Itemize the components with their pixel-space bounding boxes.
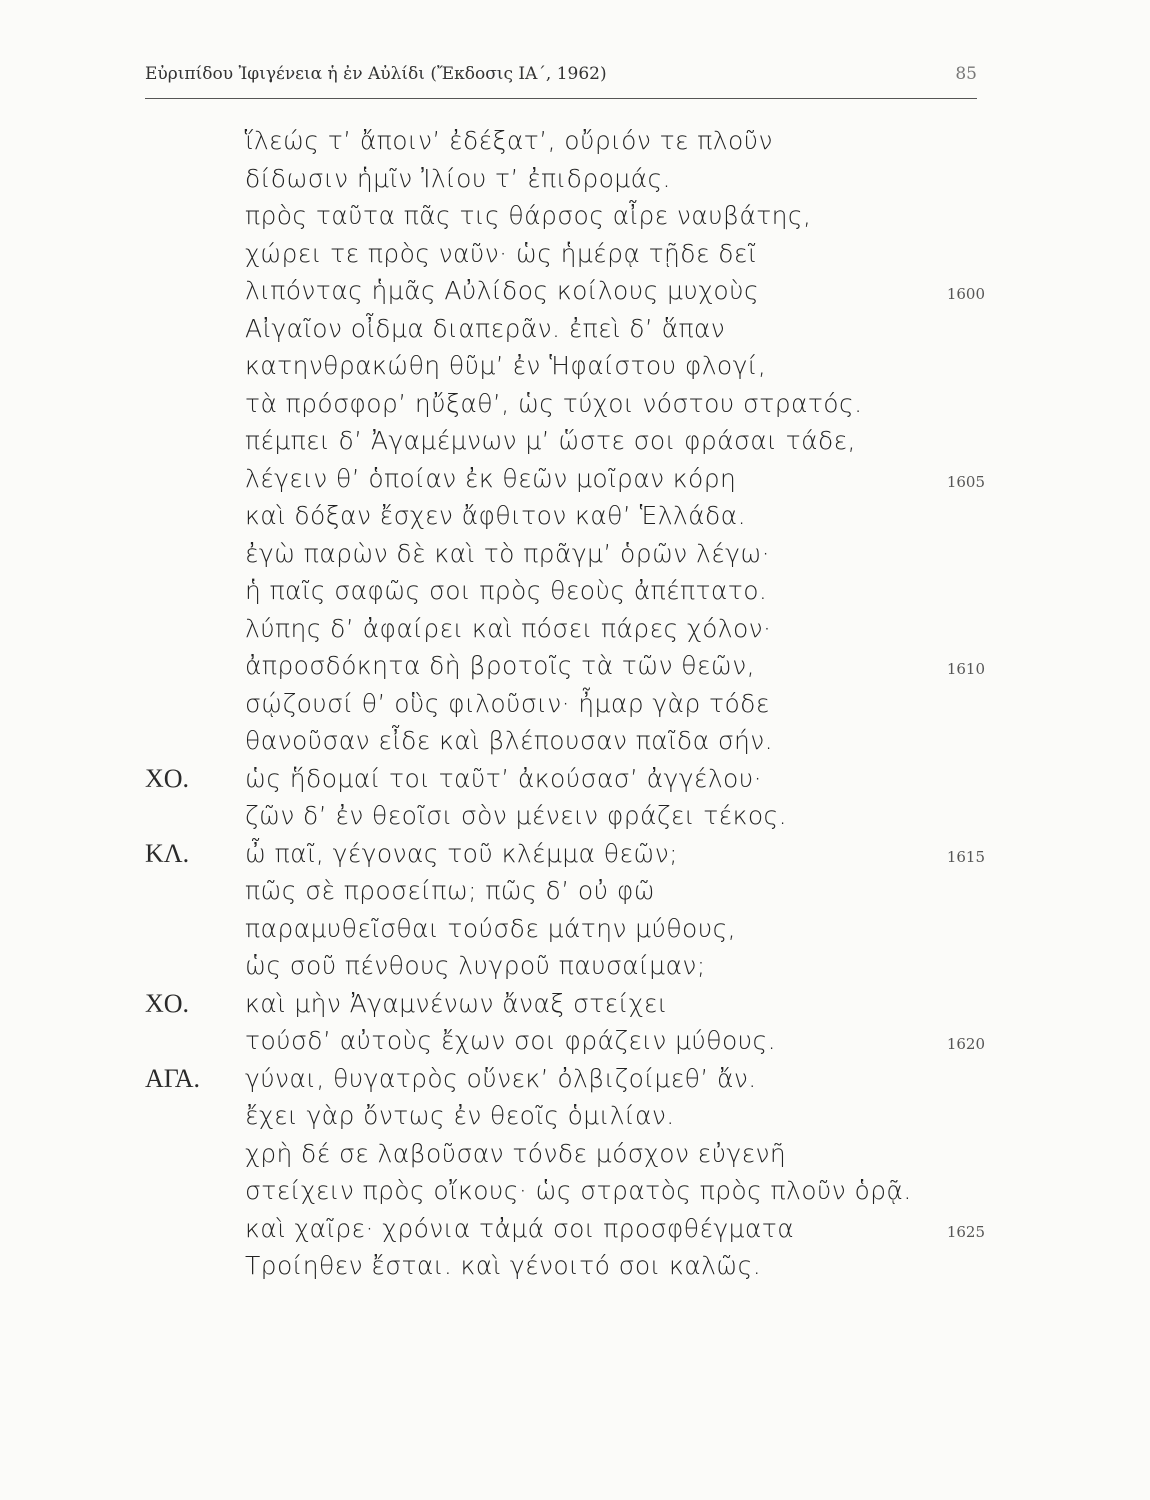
verse-line bbox=[145, 1060, 985, 1098]
verse-line bbox=[145, 797, 985, 835]
verse-text-line: γύναι, θυγατρὸς οὕνεκ’ ὀλβιζοίμεθ’ ἄν. bbox=[245, 1063, 757, 1093]
line-number: 1625 bbox=[946, 1222, 985, 1241]
verse-text-line: λέγειν θ’ ὁποίαν ἐκ θεῶν μοῖραν κόρη bbox=[245, 463, 737, 493]
page-number: 85 bbox=[955, 64, 977, 84]
speaker-label: ΧΟ. bbox=[145, 763, 190, 793]
verse-line bbox=[145, 347, 985, 385]
verse-text-line: χρὴ δέ σε λαβοῦσαν τόνδε μόσχον εὐγενῆ bbox=[245, 1138, 787, 1168]
verse-line bbox=[145, 460, 985, 498]
line-number: 1615 bbox=[946, 847, 985, 866]
line-number: 1605 bbox=[946, 472, 985, 491]
verse-text-line: πρὸς ταῦτα πᾶς τις θάρσος αἶρε ναυβάτης, bbox=[245, 201, 812, 230]
speaker-label: ΧΟ. bbox=[145, 988, 190, 1018]
verse-line bbox=[145, 722, 985, 760]
verse-text-line: τὰ πρόσφορ’ ηὔξαθ’, ὡς τύχοι νόστου στρατός. bbox=[245, 388, 863, 418]
verse-line bbox=[145, 1097, 985, 1135]
verse-line bbox=[145, 197, 985, 235]
line-number: 1600 bbox=[946, 285, 985, 303]
verse-text bbox=[145, 122, 985, 1285]
verse-text-line: λύπης δ’ ἀφαίρει καὶ πόσει πάρες χόλον· bbox=[245, 613, 772, 643]
verse-text-line: ἡ παῖς σαφῶς σοι πρὸς θεοὺς ἀπέπτατο. bbox=[245, 576, 768, 605]
verse-line bbox=[145, 1135, 985, 1173]
verse-text-line: Αἰγαῖον οἶδμα διαπερᾶν. ἐπεὶ δ’ ἅπαν bbox=[245, 313, 726, 343]
speaker-label: ΚΛ. bbox=[145, 838, 190, 868]
verse-text-line: στείχειν πρὸς οἴκους· ὡς στρατὸς πρὸς πλοῦν ὁρᾷ. bbox=[245, 1176, 912, 1205]
verse-line bbox=[145, 160, 985, 198]
header-rule bbox=[145, 98, 977, 99]
line-number: 1620 bbox=[946, 1035, 985, 1053]
verse-text-line: χώρει τε πρὸς ναῦν· ὡς ἡμέρᾳ τῇδε δεῖ bbox=[245, 238, 757, 268]
verse-text-line: ἵλεώς τ’ ἄποιν’ ἐδέξατ’, οὔριόν τε πλοῦν bbox=[245, 126, 773, 155]
verse-line bbox=[145, 872, 985, 910]
running-head: Εὐριπίδου Ἰφιγένεια ἡ ἐν Αὐλίδι (Ἔκδοσις ΙΑ΄, 1962) bbox=[145, 64, 607, 84]
verse-text-line: καὶ μὴν Ἀγαμνένων ἄναξ στείχει bbox=[245, 988, 668, 1018]
verse-text-line: ὡς σοῦ πένθους λυγροῦ παυσαίμαν; bbox=[245, 951, 706, 980]
verse-text-line: ζῶν δ’ ἐν θεοῖσι σὸν μένειν φράζει τέκος. bbox=[245, 801, 787, 830]
verse-line bbox=[145, 685, 985, 723]
verse-line bbox=[145, 947, 985, 985]
verse-text-line: ὡς ἥδομαί τοι ταῦτ’ ἀκούσασ’ ἀγγέλου· bbox=[245, 763, 762, 793]
verse-text-line: ὦ παῖ, γέγονας τοῦ κλέμμα θεῶν; bbox=[245, 838, 678, 868]
verse-text-line: ἐγὼ παρὼν δὲ καὶ τὸ πρᾶγμ’ ὁρῶν λέγω· bbox=[245, 538, 771, 568]
verse-text-line: θανοῦσαν εἶδε καὶ βλέπουσαν παῖδα σήν. bbox=[245, 726, 774, 755]
verse-text-line: ἀπροσδόκητα δὴ βροτοῖς τὰ τῶν θεῶν, bbox=[245, 651, 755, 680]
verse-text-line: πέμπει δ’ Ἀγαμέμνων μ’ ὥστε σοι φράσαι τάδε, bbox=[245, 426, 856, 455]
verse-line bbox=[145, 910, 985, 948]
speaker-label: ΑΓΑ. bbox=[145, 1063, 201, 1093]
verse-line bbox=[145, 122, 985, 160]
verse-line bbox=[145, 385, 985, 423]
verse-text-line: σῴζουσί θ’ οὓς φιλοῦσιν· ἦμαρ γὰρ τόδε bbox=[245, 688, 770, 718]
verse-line bbox=[145, 310, 985, 348]
verse-text-line: Τροίηθεν ἔσται. καὶ γένοιτό σοι καλῶς. bbox=[245, 1251, 762, 1280]
line-number: 1610 bbox=[946, 660, 985, 678]
verse-line bbox=[145, 610, 985, 648]
verse-line bbox=[145, 422, 985, 460]
verse-text-line: καὶ χαῖρε· χρόνια τἀμά σοι προσφθέγματα bbox=[245, 1213, 795, 1243]
verse-line bbox=[145, 1172, 985, 1210]
verse-line bbox=[145, 1022, 985, 1060]
verse-text-line: παραμυθεῖσθαι τούσδε μάτην μύθους, bbox=[245, 913, 737, 943]
verse-text-line: κατηνθρακώθη θῦμ’ ἐν Ἡφαίστου φλογί, bbox=[245, 351, 767, 380]
page-header bbox=[145, 64, 977, 94]
verse-line bbox=[145, 1247, 985, 1285]
verse-line bbox=[145, 235, 985, 273]
verse-line bbox=[145, 985, 985, 1023]
verse-text-line: καὶ δόξαν ἔσχεν ἄφθιτον καθ’ Ἑλλάδα. bbox=[245, 501, 746, 530]
verse-line bbox=[145, 572, 985, 610]
verse-line bbox=[145, 835, 985, 873]
verse-text-line: ἔχει γὰρ ὄντως ἐν θεοῖς ὁμιλίαν. bbox=[245, 1101, 675, 1130]
verse-text-line: δίδωσιν ἡμῖν Ἰλίου τ’ ἐπιδρομάς. bbox=[245, 163, 671, 193]
verse-line bbox=[145, 535, 985, 573]
verse-line bbox=[145, 497, 985, 535]
verse-text-line: λιπόντας ἡμᾶς Αὐλίδος κοίλους μυχοὺς bbox=[245, 276, 760, 305]
verse-text-line: πῶς σὲ προσείπω; πῶς δ’ οὐ φῶ bbox=[245, 876, 656, 905]
verse-line bbox=[145, 272, 985, 310]
verse-line bbox=[145, 760, 985, 798]
verse-text-line: τούσδ’ αὐτοὺς ἔχων σοι φράζειν μύθους. bbox=[245, 1026, 776, 1055]
verse-line bbox=[145, 647, 985, 685]
verse-line bbox=[145, 1210, 985, 1248]
